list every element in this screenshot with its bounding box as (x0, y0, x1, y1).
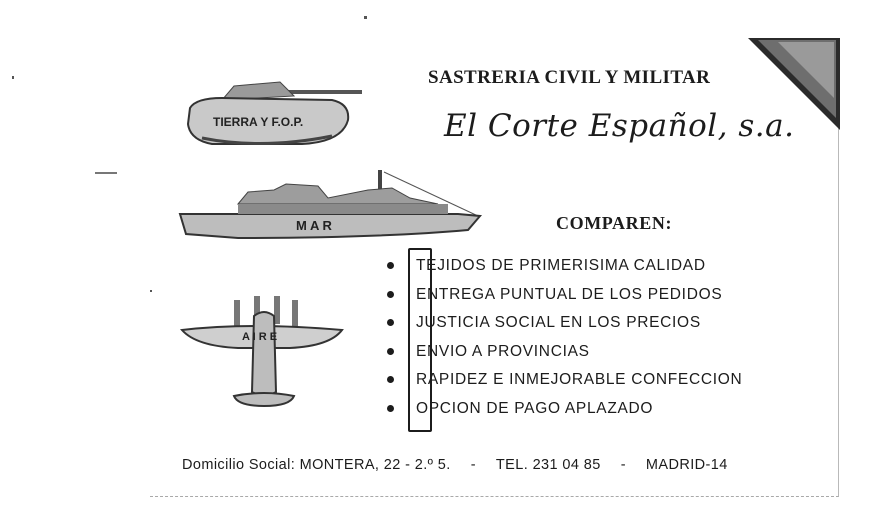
airplane-illustration (180, 296, 345, 410)
bullet-icon (387, 348, 394, 355)
bullet-icon (387, 376, 394, 383)
footer-phone: TEL. 231 04 85 (495, 457, 601, 473)
feature-text: JUSTICIA SOCIAL EN LOS PRECIOS (416, 314, 701, 331)
bullet-icon (387, 262, 394, 269)
scan-speck (150, 290, 152, 292)
brand-name: El Corte Español, s.a. (444, 108, 795, 144)
bullet-icon (387, 319, 394, 326)
footer (182, 457, 728, 473)
ship-label: M A R (296, 218, 332, 233)
scan-speck (364, 16, 367, 19)
warship-illustration (178, 168, 483, 242)
feature-text: RAPIDEZ E INMEJORABLE CONFECCION (416, 371, 743, 388)
bullet-icon (387, 291, 394, 298)
feature-item (385, 313, 742, 342)
feature-item (385, 342, 742, 371)
feature-item (385, 285, 742, 314)
scan-speck (95, 172, 117, 174)
bullet-icon (387, 405, 394, 412)
feature-item (385, 370, 742, 399)
footer-separator: - (470, 457, 476, 473)
initials-bracket (408, 248, 432, 432)
footer-address: Domicilio Social: MONTERA, 22 - 2.º 5. (182, 457, 451, 473)
feature-text: ENTREGA PUNTUAL DE LOS PEDIDOS (416, 285, 723, 303)
footer-separator: - (620, 457, 626, 473)
plane-label: A I R E (242, 331, 278, 343)
tank-label: TIERRA Y F.O.P. (213, 115, 304, 129)
feature-text: TEJIDOS DE PRIMERISIMA CALIDAD (416, 257, 706, 274)
footer-city: MADRID-14 (645, 457, 728, 473)
tank-illustration (182, 78, 367, 152)
feature-item (385, 256, 742, 285)
feature-text: OPCION DE PAGO APLAZADO (416, 399, 654, 417)
feature-item (385, 399, 742, 428)
compare-heading: COMPAREN: (556, 213, 673, 233)
feature-list (385, 256, 742, 427)
tailor-title: SASTRERIA CIVIL Y MILITAR (428, 67, 711, 88)
feature-text: ENVIO A PROVINCIAS (416, 342, 590, 360)
scan-speck (12, 76, 14, 79)
